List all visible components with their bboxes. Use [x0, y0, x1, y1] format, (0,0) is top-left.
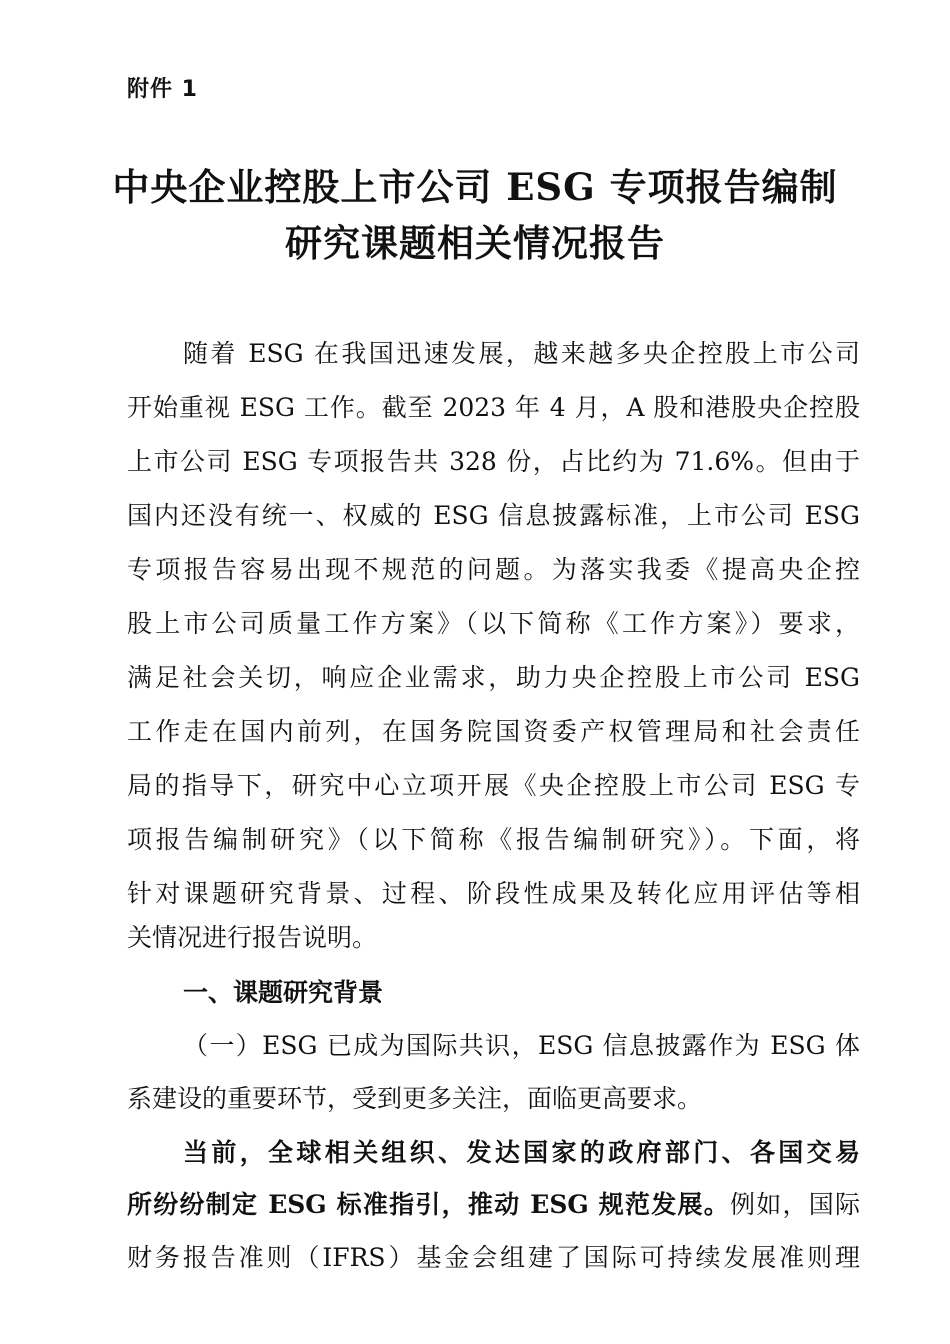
paragraph-line: 局的指导下，研究中心立项开展《央企控股上市公司 ESG 专	[127, 771, 860, 800]
paragraph-line: 项报告编制研究》（以下简称《报告编制研究》）。下面，将	[127, 825, 860, 854]
normal-phrase: 例如，国际	[729, 1190, 860, 1219]
document-title-line-2: 研究课题相关情况报告	[285, 221, 665, 265]
bold-phrase: 所纷纷制定 ESG 标准指引，推动 ESG 规范发展。	[127, 1190, 730, 1219]
paragraph-line: 关情况进行报告说明。	[127, 923, 378, 952]
paragraph-line: 工作走在国内前列，在国务院国资委产权管理局和社会责任	[127, 717, 860, 746]
paragraph-line: 满足社会关切，响应企业需求，助力央企控股上市公司 ESG	[127, 663, 860, 692]
paragraph-line: 当前，全球相关组织、发达国家的政府部门、各国交易	[183, 1138, 860, 1167]
paragraph-line: 开始重视 ESG 工作。截至 2023 年 4 月，A 股和港股央企控股	[127, 393, 860, 422]
paragraph-line: 国内还没有统一、权威的 ESG 信息披露标准，上市公司 ESG	[127, 501, 860, 530]
document-title-line-1: 中央企业控股上市公司 ESG 专项报告编制	[112, 165, 838, 209]
attachment-label: 附件 1	[127, 77, 198, 102]
paragraph-line: 股上市公司质量工作方案》（以下简称《工作方案》）要求，	[127, 609, 860, 638]
paragraph-line-mixed	[127, 1178, 860, 1232]
paragraph-line: 上市公司 ESG 专项报告共 328 份，占比约为 71.6%。但由于	[127, 447, 860, 476]
paragraph-line: 针对课题研究背景、过程、阶段性成果及转化应用评估等相	[127, 879, 860, 908]
paragraph-line: 系建设的重要环节，受到更多关注，面临更高要求。	[127, 1084, 703, 1113]
paragraph-line: 随着 ESG 在我国迅速发展，越来越多央企控股上市公司	[183, 339, 860, 368]
paragraph-line: 财务报告准则（IFRS）基金会组建了国际可持续发展准则理	[127, 1243, 860, 1272]
paragraph-line: 专项报告容易出现不规范的问题。为落实我委《提高央企控	[127, 555, 860, 584]
paragraph-line: （一）ESG 已成为国际共识，ESG 信息披露作为 ESG 体	[183, 1031, 860, 1060]
section-heading-1: 一、课题研究背景	[183, 978, 384, 1007]
